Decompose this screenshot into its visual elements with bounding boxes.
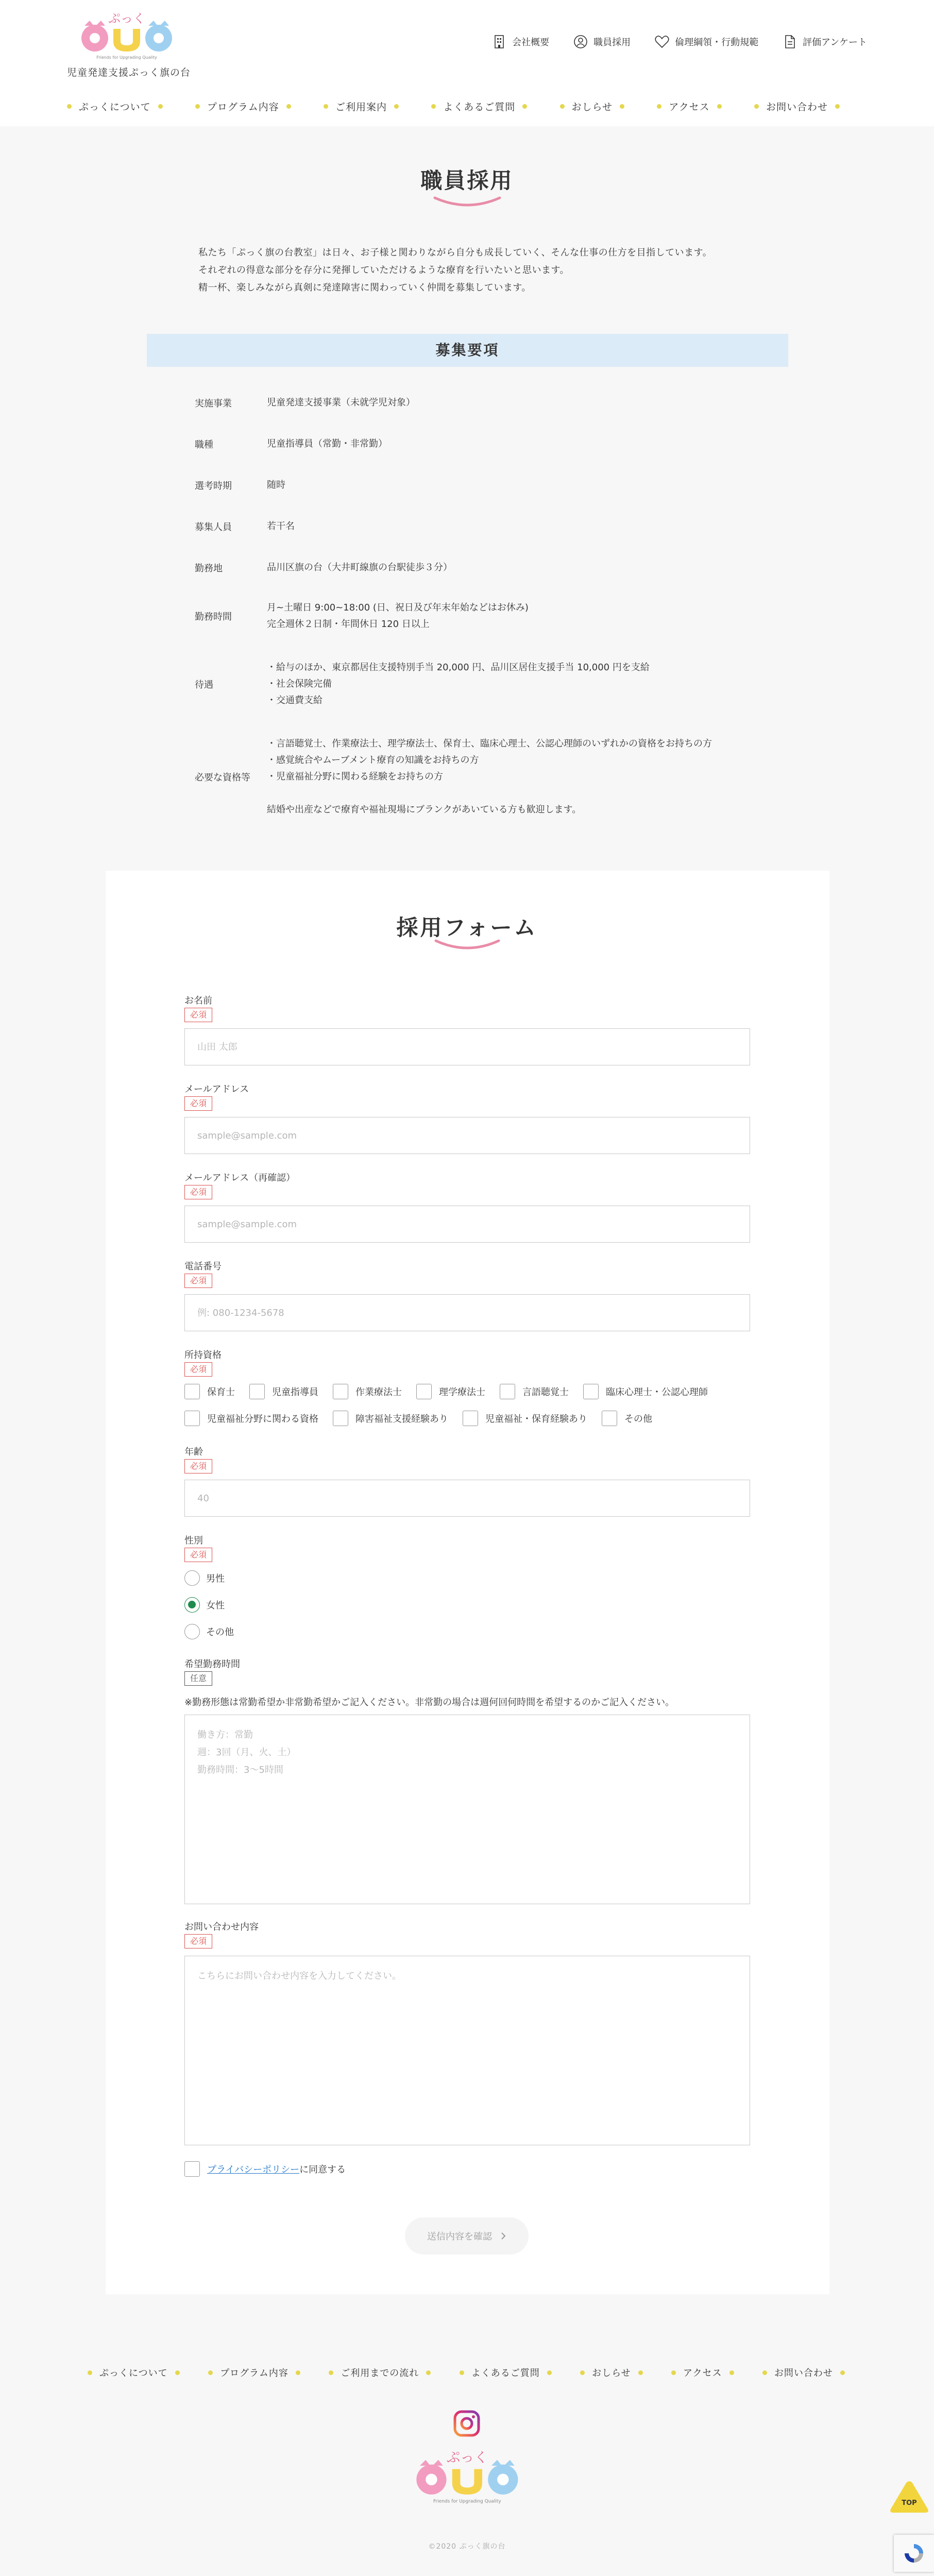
req-label: 待遇 — [195, 680, 213, 690]
qualifications-row-2 — [184, 1411, 667, 1426]
gender-radio-other[interactable] — [184, 1624, 234, 1639]
checkbox-icon[interactable] — [184, 1411, 200, 1426]
dot-icon — [840, 2370, 845, 2375]
checkbox-label: その他 — [624, 1414, 652, 1425]
name-input[interactable] — [184, 1028, 750, 1065]
required-badge: 必須 — [184, 1934, 212, 1948]
nav-label: おしらせ — [592, 2368, 631, 2379]
hours-note: ※勤務形態は常勤希望か非常勤希望かご記入ください。非常勤の場合は週何回何時間を希望するのかご記入ください。 — [184, 1697, 675, 1708]
req-line: ・社会保険完備 — [267, 679, 332, 689]
dot-icon — [638, 2370, 643, 2375]
phone-label: 電話番号 — [184, 1261, 222, 1272]
qualification-checkbox[interactable] — [184, 1411, 318, 1426]
footer-nav-contact[interactable] — [762, 2366, 845, 2379]
req-row-period — [195, 477, 751, 494]
age-input[interactable] — [184, 1480, 750, 1517]
dot-icon — [620, 104, 624, 109]
footer-nav-flow[interactable] — [329, 2366, 431, 2379]
heart-icon — [654, 34, 670, 49]
person-icon — [573, 34, 588, 49]
checkbox-label: 児童指導員 — [272, 1387, 318, 1398]
req-row-qualifications — [195, 736, 751, 818]
age-label: 年齢 — [184, 1447, 203, 1458]
nav-label: ご利用案内 — [335, 101, 387, 113]
dot-icon — [195, 104, 200, 109]
intro-line: 精一杯、楽しみながら真剣に発達障害に関わっていく仲間を募集しています。 — [198, 282, 531, 293]
nav-access[interactable] — [657, 99, 721, 113]
req-value — [267, 659, 650, 709]
checkbox-icon[interactable] — [249, 1384, 265, 1399]
nav-label: お問い合わせ — [774, 2368, 833, 2379]
dot-icon — [717, 104, 722, 109]
qualification-checkbox[interactable] — [583, 1384, 708, 1399]
footer-nav-news[interactable] — [580, 2366, 642, 2379]
req-value — [267, 518, 295, 535]
puq-logo-icon — [407, 2447, 529, 2505]
req-line: ・感覚統合やムーブメント療育の知識をお持ちの方 — [267, 755, 479, 766]
chevron-right-icon — [500, 2231, 506, 2241]
checkbox-label: 障害福祉支援経験あり — [355, 1414, 448, 1425]
dot-icon — [324, 104, 328, 109]
footer-logo[interactable] — [407, 2447, 529, 2507]
req-label: 必要な資格等 — [195, 772, 250, 783]
required-badge: 必須 — [184, 1185, 212, 1199]
required-badge: 必須 — [184, 1008, 212, 1022]
qualification-checkbox[interactable] — [249, 1384, 318, 1399]
radio-label: 女性 — [206, 1600, 225, 1611]
phone-input[interactable] — [184, 1294, 750, 1331]
required-badge: 必須 — [184, 1096, 212, 1111]
checkbox-label: 保育士 — [207, 1387, 235, 1398]
page-title: 職員採用 — [420, 168, 514, 193]
req-label: 勤務時間 — [195, 612, 232, 622]
requirements-heading: 募集要項 — [147, 334, 788, 367]
req-line: 完全週休２日制・年間休日 120 日以上 — [267, 619, 430, 630]
dot-icon — [560, 104, 565, 109]
swoosh-icon — [434, 938, 501, 951]
req-row-benefits — [195, 659, 751, 709]
nav-program[interactable] — [195, 99, 291, 113]
nav-label: お問い合わせ — [766, 101, 828, 113]
nav-news[interactable] — [560, 99, 624, 113]
required-badge: 必須 — [184, 1548, 212, 1562]
nav-label: プログラム内容 — [207, 101, 279, 113]
utility-nav — [491, 34, 867, 49]
checkbox-icon[interactable] — [500, 1384, 515, 1399]
req-value — [267, 560, 452, 576]
req-line: 若干名 — [267, 521, 295, 532]
gender-label: 性別 — [184, 1535, 203, 1546]
checkbox-label: 言語聴覚士 — [522, 1387, 569, 1398]
checkbox-label: 理学療法士 — [439, 1387, 485, 1398]
email-confirm-input[interactable] — [184, 1206, 750, 1243]
util-nav-label: 倫理綱領・行動規範 — [675, 37, 759, 48]
req-label: 勤務地 — [195, 563, 223, 574]
util-nav-label: 会社概要 — [512, 37, 550, 48]
req-row-business — [195, 395, 751, 411]
req-line: 月~土曜日 9:00~18:00 (日、祝日及び年末年始などはお休み) — [267, 602, 529, 613]
dot-icon — [671, 2370, 676, 2375]
req-value — [267, 436, 387, 452]
util-nav-label: 評価アンケート — [803, 37, 867, 48]
intro-text — [198, 244, 755, 297]
dot-icon — [729, 2370, 734, 2375]
nav-label: ぷっくについて — [79, 101, 151, 113]
nav-faq[interactable] — [431, 99, 527, 113]
submit-label: 送信内容を確認 — [427, 2231, 492, 2242]
req-label: 募集人員 — [195, 522, 232, 533]
req-row-job — [195, 436, 751, 452]
intro-line: 私たち「ぷっく旗の台教室」は日々、お子様と関わりながら自分も成長していく、そんな仕事の仕方を目指しています。 — [198, 247, 712, 258]
agree-text: に同意する — [299, 2164, 346, 2175]
nav-guide[interactable] — [324, 99, 399, 113]
util-nav-company[interactable] — [491, 34, 549, 49]
checkbox-icon[interactable] — [463, 1411, 478, 1426]
checkbox-label: 作業療法士 — [355, 1387, 402, 1398]
util-nav-ethics[interactable] — [654, 34, 758, 49]
site-logo[interactable] — [67, 9, 222, 61]
instagram-link[interactable] — [453, 2410, 480, 2439]
dot-icon — [329, 2370, 333, 2375]
qualifications-row-1 — [184, 1384, 722, 1399]
email-input[interactable] — [184, 1117, 750, 1154]
req-value — [267, 736, 712, 818]
req-line: ・給与のほか、東京都居住支援特別手当 20,000 円、品川区居住支援手当 10,000 円を支給 — [267, 662, 650, 673]
back-to-top-button[interactable] — [889, 2479, 930, 2517]
qualification-checkbox[interactable] — [602, 1411, 652, 1426]
document-icon — [782, 34, 797, 49]
dot-icon — [286, 104, 291, 109]
inquiry-textarea[interactable] — [184, 1956, 750, 2145]
nav-contact[interactable] — [754, 99, 840, 113]
req-label: 実施事業 — [195, 398, 232, 409]
util-nav-survey[interactable] — [782, 34, 867, 49]
dot-icon — [67, 104, 72, 109]
nav-label: アクセス — [683, 2368, 722, 2379]
dot-icon — [394, 104, 399, 109]
dot-icon — [431, 104, 436, 109]
puq-logo-icon — [78, 9, 176, 61]
dot-icon — [580, 2370, 585, 2375]
checkbox-icon[interactable] — [602, 1411, 617, 1426]
req-line: ・言語聴覚士、作業療法士、理学療法士、保育士、臨床心理士、公認心理師のいずれかの資格をお持ちの方 — [267, 738, 712, 749]
req-line: 随時 — [267, 480, 285, 490]
footer-nav-faq[interactable] — [460, 2366, 552, 2379]
req-line: 児童指導員（常勤・非常勤） — [267, 438, 387, 449]
footer-nav-access[interactable] — [671, 2366, 734, 2379]
hours-label: 希望勤務時間 — [184, 1659, 240, 1670]
req-line: 結婚や出産などで療育や福祉現場にブランクがあいている方も歓迎します。 — [267, 804, 582, 815]
checkbox-icon[interactable] — [333, 1411, 348, 1426]
instagram-icon — [453, 2410, 480, 2437]
required-badge: 必須 — [184, 1459, 212, 1473]
req-line: 品川区旗の台（大井町線旗の台駅徒歩３分） — [267, 562, 452, 573]
recaptcha-icon — [903, 2542, 925, 2565]
footer-nav — [88, 2366, 845, 2379]
nav-label: おしらせ — [571, 101, 613, 113]
req-label: 選考時期 — [195, 481, 232, 492]
svg-text:TOP: TOP — [902, 2499, 917, 2507]
required-badge: 必須 — [184, 1274, 212, 1288]
qualification-checkbox[interactable] — [463, 1411, 587, 1426]
req-row-headcount — [195, 518, 751, 535]
dot-icon — [754, 104, 759, 109]
nav-label: よくあるご質問 — [471, 2368, 540, 2379]
req-line: ・児童福祉分野に関わる経験をお持ちの方 — [267, 771, 443, 782]
req-label: 職種 — [195, 439, 213, 450]
req-value — [267, 477, 285, 494]
swoosh-icon — [433, 195, 502, 208]
privacy-agree[interactable] — [184, 2161, 346, 2177]
optional-badge: 任意 — [184, 1671, 212, 1686]
intro-line: それぞれの得意な部分を存分に発揮していただけるような療育を行いたいと思います。 — [198, 265, 570, 276]
dot-icon — [208, 2370, 213, 2375]
site-name: 児童発達支援ぷっく旗の台 — [67, 67, 191, 78]
hours-textarea[interactable] — [184, 1715, 750, 1904]
dot-icon — [296, 2370, 300, 2375]
dot-icon — [835, 104, 840, 109]
nav-label: よくあるご質問 — [443, 101, 516, 113]
req-value — [267, 395, 415, 411]
req-line: ・交通費支給 — [267, 695, 322, 706]
qualification-checkbox[interactable] — [184, 1384, 235, 1399]
svg-text:ぷっく: ぷっく — [446, 2450, 488, 2466]
checkbox-label: 臨床心理士・公認心理師 — [606, 1387, 708, 1398]
qualification-checkbox[interactable] — [500, 1384, 569, 1399]
radio-icon[interactable] — [184, 1570, 200, 1586]
dot-icon — [522, 104, 527, 109]
qualification-checkbox[interactable] — [416, 1384, 485, 1399]
qualification-checkbox[interactable] — [333, 1411, 448, 1426]
confirm-submit-button[interactable] — [405, 2217, 529, 2255]
dot-icon — [460, 2370, 464, 2375]
nav-about[interactable] — [67, 99, 163, 113]
svg-text:Friends for Upgrading Quality: Friends for Upgrading Quality — [96, 55, 157, 60]
dot-icon — [88, 2370, 92, 2375]
checkbox-label: 児童福祉・保育経験あり — [485, 1414, 587, 1425]
dot-icon — [762, 2370, 767, 2375]
radio-icon[interactable] — [184, 1624, 200, 1639]
inquiry-label: お問い合わせ内容 — [184, 1922, 259, 1933]
util-nav-recruit[interactable] — [573, 34, 631, 49]
checkbox-label: 児童福祉分野に関わる資格 — [207, 1414, 318, 1425]
footer-nav-program[interactable] — [208, 2366, 300, 2379]
svg-text:ぷっく: ぷっく — [108, 11, 145, 26]
req-line-spacer — [267, 785, 712, 802]
checkbox-icon[interactable] — [583, 1384, 599, 1399]
footer-nav-about[interactable] — [88, 2366, 180, 2379]
nav-label: ぷっくについて — [99, 2368, 168, 2379]
qualifications-label: 所持資格 — [184, 1350, 222, 1361]
email-label: メールアドレス — [184, 1084, 249, 1095]
site-header — [0, 0, 934, 126]
req-value — [267, 600, 529, 633]
req-line: 児童発達支援事業（未就学児対象） — [267, 397, 415, 408]
checkbox-icon[interactable] — [184, 2161, 200, 2177]
gender-radio-female[interactable] — [184, 1597, 225, 1613]
triangle-top-icon — [889, 2479, 930, 2515]
qualification-checkbox[interactable] — [333, 1384, 402, 1399]
form-title: 採用フォーム — [396, 915, 538, 940]
email-confirm-label: メールアドレス（再確認） — [184, 1173, 296, 1183]
radio-label: 男性 — [206, 1573, 225, 1584]
main-nav — [67, 96, 840, 116]
name-label: お名前 — [184, 995, 212, 1006]
dot-icon — [426, 2370, 431, 2375]
nav-label: プログラム内容 — [220, 2368, 288, 2379]
radio-label: その他 — [206, 1627, 234, 1638]
nav-label: アクセス — [669, 101, 710, 113]
copyright: ©2020 ぷっく旗の台 — [428, 2543, 506, 2551]
gender-radio-male[interactable] — [184, 1570, 225, 1586]
svg-text:Friends for Upgrading Quality: Friends for Upgrading Quality — [433, 2499, 501, 2504]
checkbox-icon[interactable] — [333, 1384, 348, 1399]
util-nav-label: 職員採用 — [593, 37, 631, 48]
checkbox-icon[interactable] — [184, 1384, 200, 1399]
nav-label: ご利用までの流れ — [341, 2368, 419, 2379]
recaptcha-badge[interactable] — [894, 2535, 934, 2572]
dot-icon — [657, 104, 661, 109]
radio-selected-icon[interactable] — [184, 1597, 200, 1613]
dot-icon — [158, 104, 163, 109]
privacy-policy-link[interactable]: プライバシーポリシー — [207, 2164, 300, 2175]
dot-icon — [175, 2370, 180, 2375]
required-badge: 必須 — [184, 1362, 212, 1377]
dot-icon — [547, 2370, 552, 2375]
building-icon — [491, 34, 507, 49]
checkbox-icon[interactable] — [416, 1384, 432, 1399]
req-row-location — [195, 560, 751, 576]
req-row-hours — [195, 600, 751, 633]
